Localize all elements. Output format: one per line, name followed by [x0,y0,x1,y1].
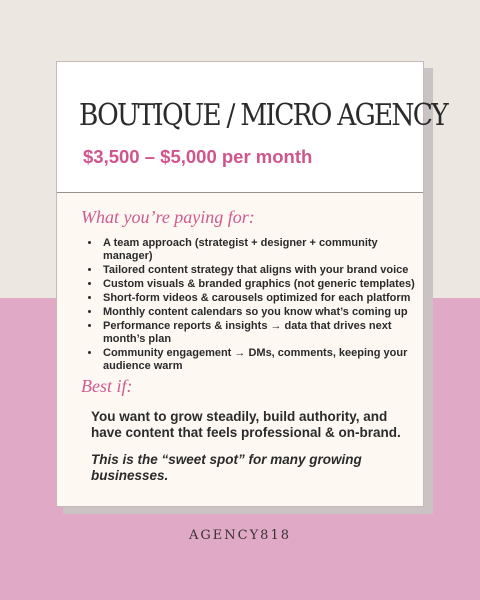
list-item: • Short-form videos & carousels optimized for each platform [101,292,419,305]
card-title: BOUTIQUE / MICRO AGENCY [78,98,447,133]
best-if-text: You want to grow steadily, build authority, and have content that feels professional & on-brand. [91,409,401,440]
sweet-spot-text: This is the “sweet spot” for many growing businesses. [91,452,362,483]
paying-for-heading: What you’re paying for: [81,207,255,227]
pricing-card [56,61,447,507]
list-item: • Monthly content calendars so you know what’s coming up [101,306,419,319]
list-item: • Custom visuals & branded graphics (not generic templates) [101,278,419,291]
list-item: • Performance reports & insights → data that drives next month’s plan [101,320,419,346]
price-range: $3,500 – $5,000 per month [83,146,313,167]
best-if-heading: Best if: [81,376,133,396]
list-item: • Tailored content strategy that aligns with your brand voice [101,264,419,277]
feature-list [83,237,419,374]
brand-logo-text: AGENCY818 [189,528,291,543]
list-item: • Community engagement → DMs, comments, keeping your audience warm [101,347,419,373]
list-item: • A team approach (strategist + designer + community manager) [101,237,419,263]
card-header [57,62,447,193]
